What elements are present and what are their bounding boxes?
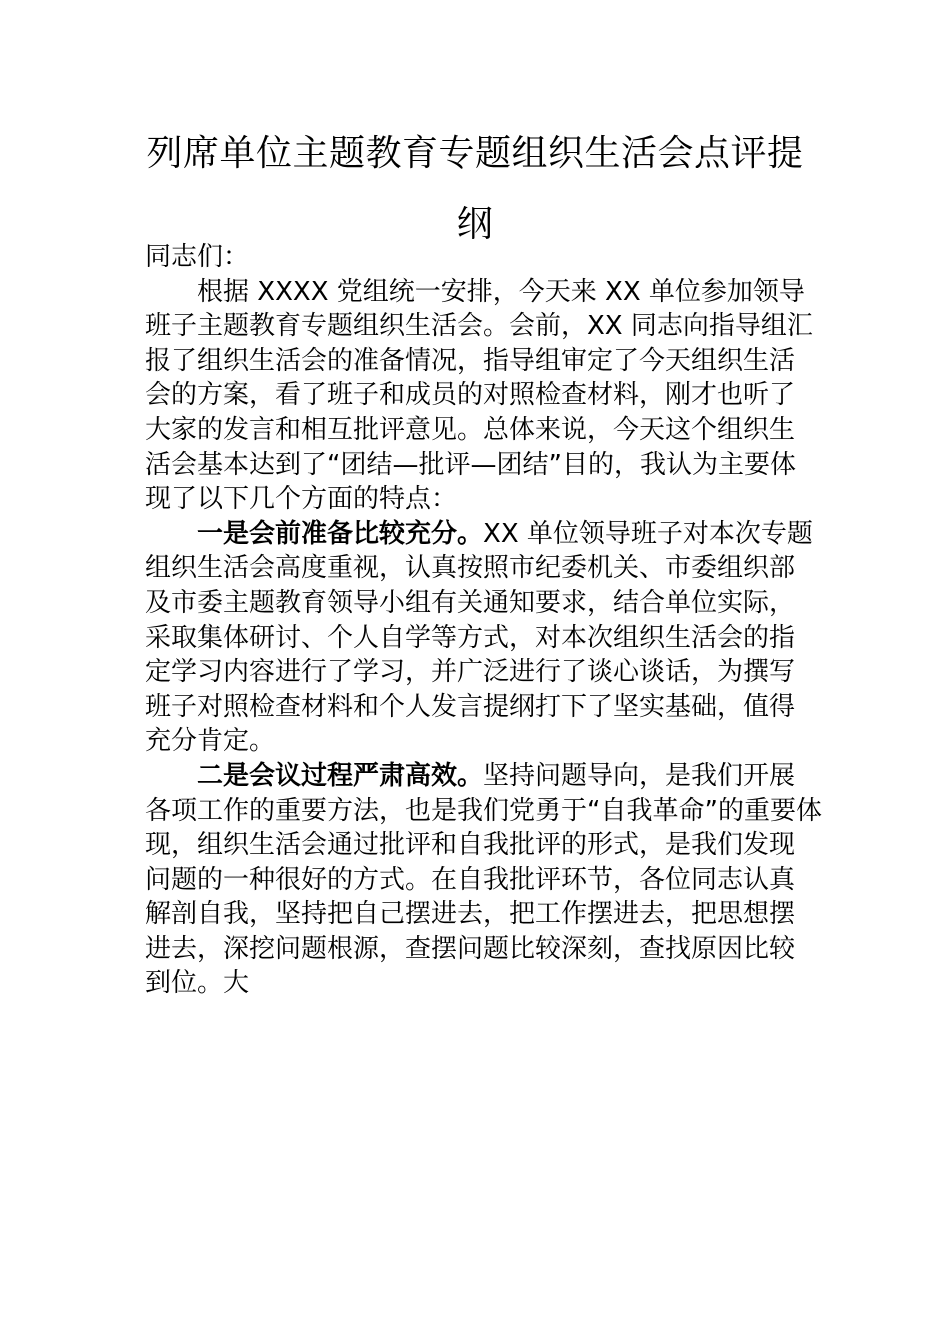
paragraph-1-line: 活会基本达到了“团结—批评—团结”目的，我认为主要体 [145,449,796,480]
greeting: 同志们： [145,242,250,272]
section-heading-2: 二是会议过程严肃高效。 [197,760,484,791]
paragraph-2-line: 定学习内容进行了学习，并广泛进行了谈心谈话，为撰写 [145,657,796,688]
paragraph-2-line: 采取集体研讨、个人自学等方式，对本次组织生活会的指 [145,622,796,653]
paragraph-2-line: 及市委主题教育领导小组有关通知要求，结合单位实际， [145,587,796,618]
paragraph-2-line: XX 单位领导班子对本次专题 [483,518,813,549]
paragraph-1-line: 大家的发言和相互批评意见。总体来说，今天这个组织生 [145,414,796,445]
paragraph-3-line: 问题的一种很好的方式。在自我批评环节，各位同志认真 [145,864,796,895]
paragraph-3-line: 各项工作的重要方法，也是我们党勇于“自我革命”的重要体 [145,795,822,826]
paragraph-3-first-line [145,759,807,794]
paragraph-1-line: 根据 XXXX 党组统一安排，今天来 XX 单位参加领导 [197,276,805,307]
paragraph-2-line: 充分肯定。 [145,726,276,757]
paragraph-3-line: 到位。大 [145,968,250,999]
paragraph-3-line: 进去，深挖问题根源，查摆问题比较深刻，查找原因比较 [145,933,796,964]
paragraph-2-line: 班子对照检查材料和个人发言提纲打下了坚实基础，值得 [145,691,796,722]
paragraph-2-first-line [145,517,813,552]
document-title-line-1: 列席单位主题教育专题组织生活会点评提 [146,133,804,174]
paragraph-3-line: 现，组织生活会通过批评和自我批评的形式，是我们发现 [145,830,796,861]
document-title-line-2: 纲 [456,204,494,245]
paragraph-1-line: 会的方案，看了班子和成员的对照检查材料，刚才也听了 [145,380,796,411]
paragraph-3-line: 解剖自我，坚持把自己摆进去，把工作摆进去，把思想摆 [145,899,796,930]
paragraph-2-line: 组织生活会高度重视，认真按照市纪委机关、市委组织部 [145,553,796,584]
paragraph-1-line: 现了以下几个方面的特点： [145,484,458,515]
document-body [145,240,822,1001]
paragraph-1-line: 班子主题教育专题组织生活会。会前，XX 同志向指导组汇 [145,311,813,342]
paragraph-1-line: 报了组织生活会的准备情况，指导组审定了今天组织生活 [145,345,796,376]
section-heading-1: 一是会前准备比较充分。 [197,518,484,549]
paragraph-3-line: 坚持问题导向，是我们开展 [483,760,796,791]
